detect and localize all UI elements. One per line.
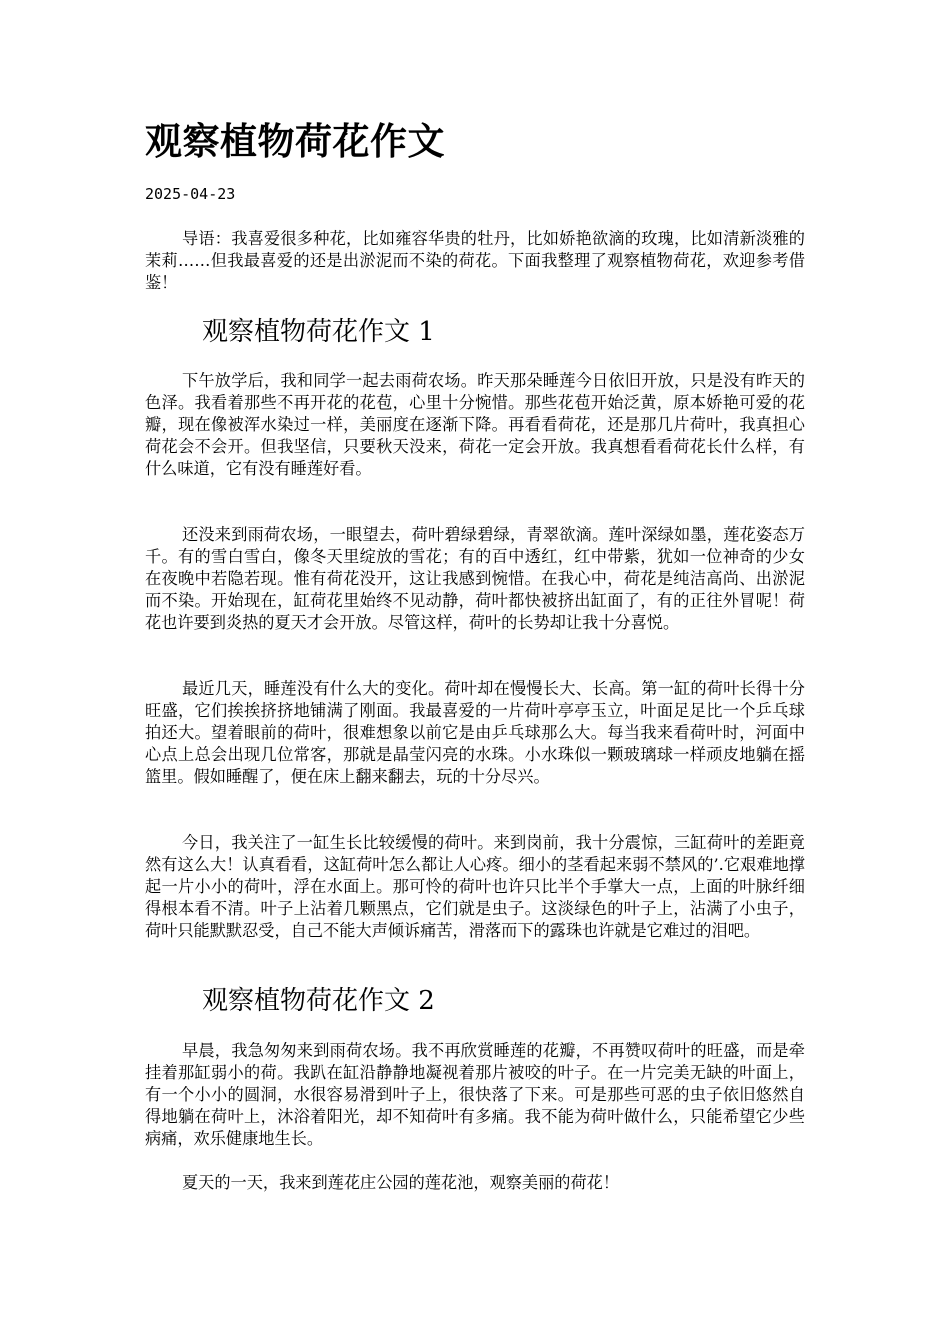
section-1-paragraph-1: 下午放学后，我和同学一起去雨荷农场。昨天那朵睡莲今日依旧开放，只是没有昨天的色泽。我看着那些不再开花的花苞，心里十分惋惜。那些花苞开始泛黄，原本娇艳可爱的花瓣，现在像被浑水染过一样，美丽度在逐渐下降。再看看荷花，还是那几片荷叶，我真担心荷花会不会开。但我坚信，只要秋天没来，荷花一定会开放。我真想看看荷花长什么样，有什么味道，它有没有睡莲好看。 bbox=[145, 371, 805, 478]
section-heading-2: 观察植物荷花作文 2 bbox=[202, 986, 435, 1016]
section-2-paragraph-2: 夏天的一天，我来到莲花庄公园的莲花池，观察美丽的荷花！ bbox=[182, 1173, 620, 1192]
publish-date: 2025-04-23 bbox=[145, 185, 236, 203]
document-title: 观察植物荷花作文 bbox=[145, 119, 445, 163]
section-1-paragraph-3: 最近几天，睡莲没有什么大的变化。荷叶却在慢慢长大、长高。第一缸的荷叶长得十分旺盛，它们挨挨挤挤地铺满了刚面。我最喜爱的一片荷叶亭亭玉立，叶面足足比一个乒乓球拍还大。望着眼前的荷叶，很难想象以前它是由乒乓球那么大。每当我来看荷叶时，河面中心点上总会出现几位常客，那就是晶莹闪亮的水珠。小水珠似一颗玻璃球一样顽皮地躺在摇篮里。假如睡醒了，便在床上翻来翻去，玩的十分尽兴。 bbox=[145, 679, 805, 786]
section-1-paragraph-2: 还没来到雨荷农场，一眼望去，荷叶碧绿碧绿，青翠欲滴。莲叶深绿如墨，莲花姿态万千。有的雪白雪白，像冬天里绽放的雪花；有的百中透红，红中带紫，犹如一位神奇的少女在夜晚中若隐若现。惟有荷花没开，这让我感到惋惜。在我心中，荷花是纯洁高尚、出淤泥而不染。开始现在，缸荷花里始终不见动静，荷叶都快被挤出缸面了，有的正往外冒呢！荷花也许要到炎热的夏天才会开放。尽管这样，荷叶的长势却让我十分喜悦。 bbox=[145, 525, 805, 632]
section-heading-1: 观察植物荷花作文 1 bbox=[202, 317, 435, 347]
section-1-paragraph-4: 今日，我关注了一缸生长比较缓慢的荷叶。来到岗前，我十分震惊，三缸荷叶的差距竟然有这么大！认真看看，这缸荷叶怎么都让人心疼。细小的茎看起来弱不禁风的’.它艰难地撑起一片小小的荷叶，浮在水面上。那可怜的荷叶也许只比半个手掌大一点，上面的叶脉纤细得根本看不清。叶子上沾着几颗黑点，它们就是虫子。这淡绿色的叶子上，沾满了小虫子，荷叶只能默默忍受，自己不能大声倾诉痛苦，滑落而下的露珠也许就是它难过的泪吧。 bbox=[145, 833, 805, 940]
intro-paragraph: 导语：我喜爱很多种花，比如雍容华贵的牡丹，比如娇艳欲滴的玫瑰，比如清新淡雅的茉莉……但我最喜爱的还是出淤泥而不染的荷花。下面我整理了观察植物荷花，欢迎参考借鉴！ bbox=[145, 229, 805, 292]
section-2-paragraph-1: 早晨，我急匆匆来到雨荷农场。我不再欣赏睡莲的花瓣，不再赞叹荷叶的旺盛，而是牵挂着那缸弱小的荷。我趴在缸沿静静地凝视着那片被咬的叶子。在一片完美无缺的叶面上，有一个小小的圆洞，水很容易滑到叶子上，很快落了下来。可是那些可恶的虫子依旧悠然自得地躺在荷叶上，沐浴着阳光，却不知荷叶有多痛。我不能为荷叶做什么，只能希望它少些病痛，欢乐健康地生长。 bbox=[145, 1041, 805, 1148]
